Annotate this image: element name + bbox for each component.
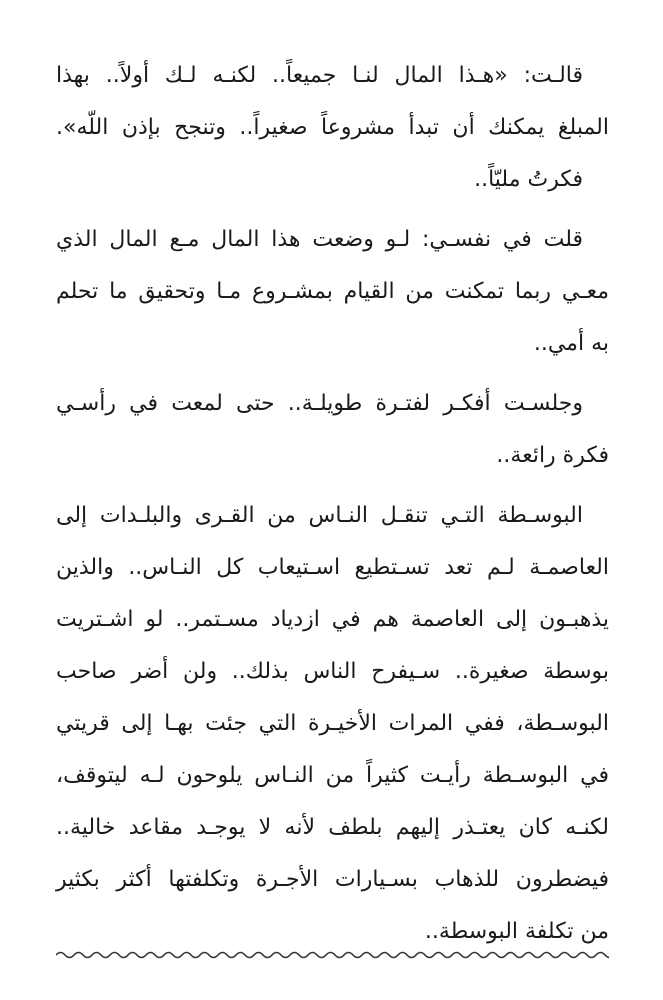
- text-line: المبلغ يمكنك أن تبدأ مشروعاً صغيراً.. وتنجح بإذن اللّه».: [56, 115, 609, 140]
- text-line: قالـت: «هـذا المال لنـا جميعاً.. لكنـه لـك أولاً.. بهذا: [56, 63, 583, 88]
- text-line: فيضطرون للذهاب بسـيارات الأجـرة وتكلفتها أكثر بكثير: [56, 867, 609, 892]
- text-line: فكرتُ مليّاً..: [474, 167, 583, 192]
- paragraph-3: [56, 378, 609, 482]
- text-line: به أمي..: [533, 331, 609, 356]
- text-line: العاصمـة لـم تعد تسـتطيع اسـتيعاب كل النـاس.. والذين: [56, 555, 609, 580]
- text-line: فكرة رائعة..: [496, 443, 609, 468]
- text-line: قلت في نفسـي: لـو وضعت هذا المال مـع المال الذي: [56, 227, 583, 252]
- text-line: لكنـه كان يعتـذر إليهم بلطف لأنه لا يوجـد مقاعد خالية..: [56, 815, 609, 840]
- text-line: من تكلفة البوسطة..: [424, 919, 609, 944]
- paragraph-2: [56, 214, 609, 370]
- text-line: يذهبـون إلى العاصمة هم في ازدياد مسـتمر.. لو اشـتريت: [56, 607, 609, 632]
- text-line: معـي ربما تمكنت من القيام بمشـروع مـا وتحقيق ما تحلم: [56, 279, 609, 304]
- text-line: بوسطة صغيرة.. سـيفرح الناس بذلك.. ولن أضر صاحب: [56, 659, 609, 684]
- paragraph-4: [56, 490, 609, 958]
- paragraph-1: [56, 50, 609, 206]
- wavy-line-ornament-icon: [56, 948, 609, 962]
- text-line: وجلسـت أفكـر لفتـرة طويلـة.. حتى لمعت في رأسـي: [56, 391, 583, 416]
- text-line: البوسـطة، ففي المرات الأخيـرة التي جئت بهـا إلى قريتي: [56, 711, 609, 736]
- text-line: في البوسـطة رأيـت كثيراً من النـاس يلوحون لـه ليتوقف،: [56, 763, 609, 788]
- text-line: البوسـطة التـي تنقـل النـاس من القـرى والبلـدات إلى: [56, 503, 583, 528]
